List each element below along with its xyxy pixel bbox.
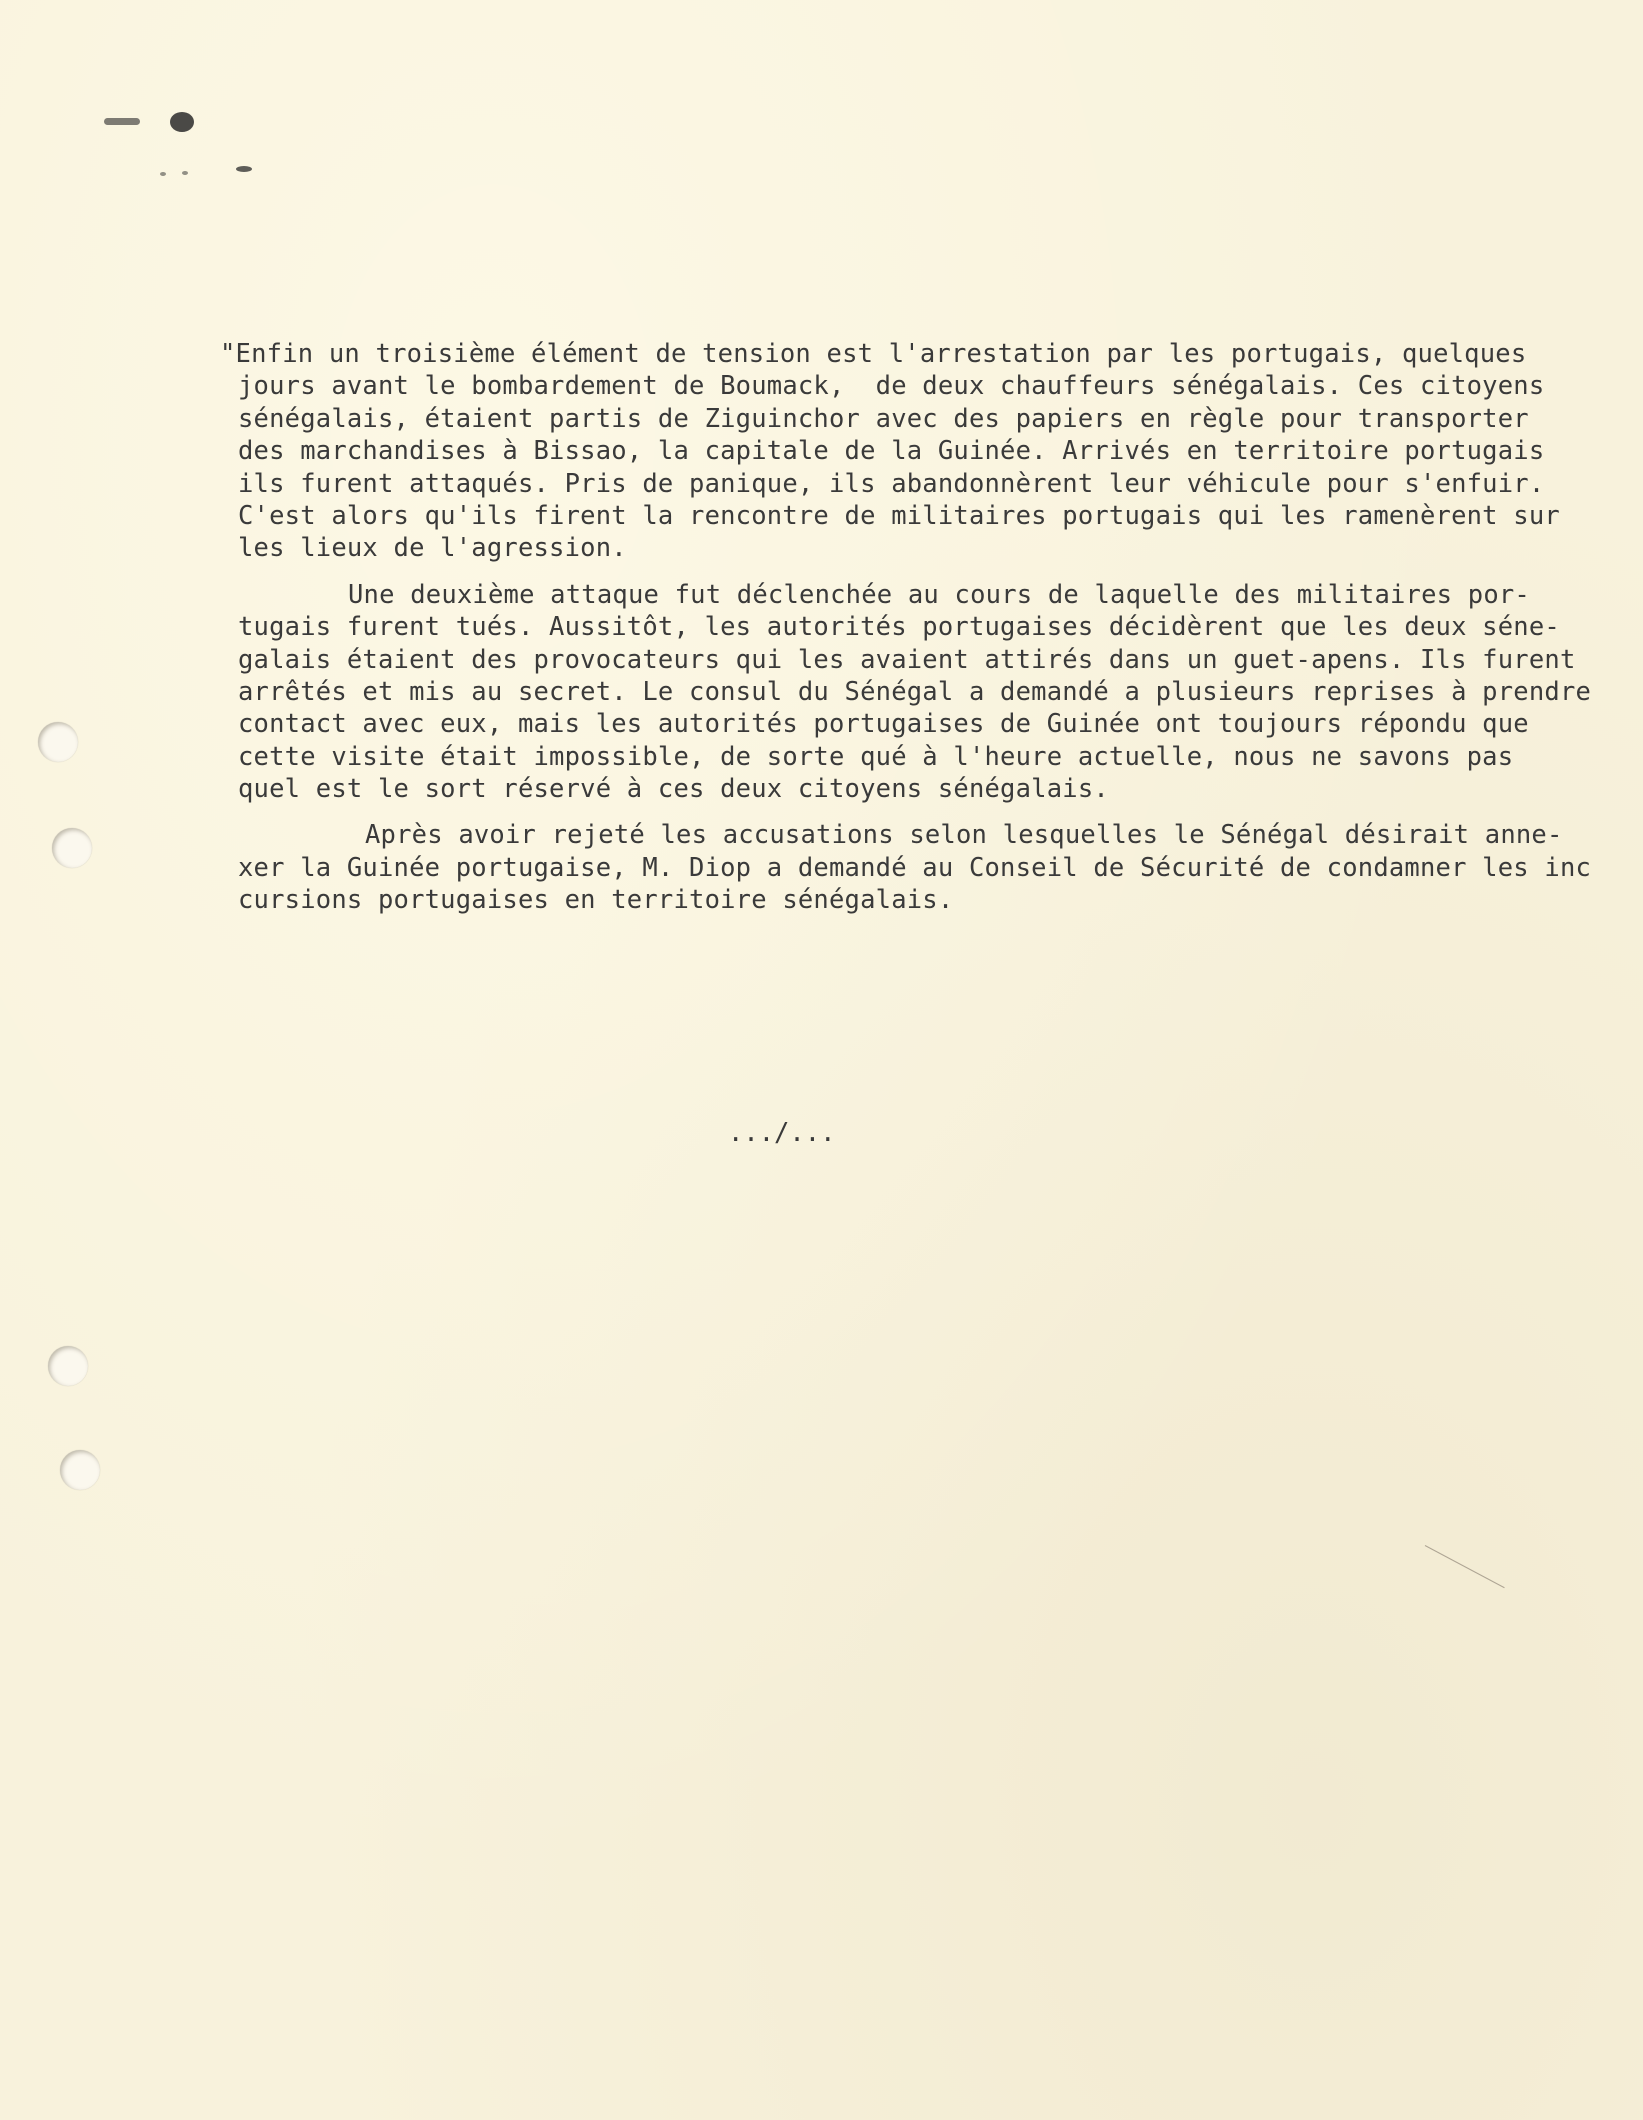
text-line: jours avant le bombardement de Boumack, de deux chauffeurs sénégalais. Ces citoyens [238,371,1545,402]
text-line: xer la Guinée portugaise, M. Diop a demandé au Conseil de Sécurité de condamner les inc [238,852,1592,883]
text-line: cursions portugaises en territoire sénégalais. [238,885,954,916]
continuation-marker: .../... [728,1118,836,1148]
text-line: sénégalais, étaient partis de Ziguinchor avec des papiers en règle pour transporter [238,403,1529,434]
ink-smudge [170,112,194,132]
ink-smudge [182,171,188,175]
text-line: contact avec eux, mais les autorités portugaises de Guinée ont toujours répondu que [238,709,1529,740]
text-line: cette visite était impossible, de sorte qué à l'heure actuelle, nous ne savons pas [238,741,1514,772]
text-line: arrêtés et mis au secret. Le consul du Sénégal a demandé a plusieurs reprises à prendre [238,676,1592,707]
text-line: C'est alors qu'ils firent la rencontre de militaires portugais qui les ramenèrent sur [238,500,1560,531]
punch-hole [48,1346,88,1386]
punch-hole [38,722,78,762]
text-line: ils furent attaqués. Pris de panique, ils abandonnèrent leur véhicule pour s'enfuir. [238,468,1545,499]
paper-scratch [1425,1545,1505,1588]
text-line: des marchandises à Bissao, la capitale de la Guinée. Arrivés en territoire portugais [238,436,1545,467]
body-text [220,338,1620,917]
text-line: les lieux de l'agression. [238,533,627,564]
ink-smudge [104,118,140,125]
paragraph-1 [220,338,1620,565]
ink-smudge [236,166,252,172]
paragraph-2 [220,579,1620,806]
text-line: "Enfin un troisième élément de tension est l'arrestation par les portugais, quelques [220,339,1527,369]
text-line: galais étaient des provocateurs qui les avaient attirés dans un guet-apens. Ils furent [238,644,1576,675]
text-line: tugais furent tués. Aussitôt, les autorités portugaises décidèrent que les deux séne- [238,612,1560,643]
punch-hole [60,1450,100,1490]
text-line: Une deuxième attaque fut déclenchée au cours de laquelle des militaires por- [348,579,1530,610]
paragraph-3 [220,819,1620,916]
text-line: quel est le sort réservé à ces deux citoyens sénégalais. [238,774,1109,805]
text-line: Après avoir rejeté les accusations selon lesquelles le Sénégal désirait anne- [365,820,1563,851]
ink-smudge [160,172,166,176]
punch-hole [52,828,92,868]
